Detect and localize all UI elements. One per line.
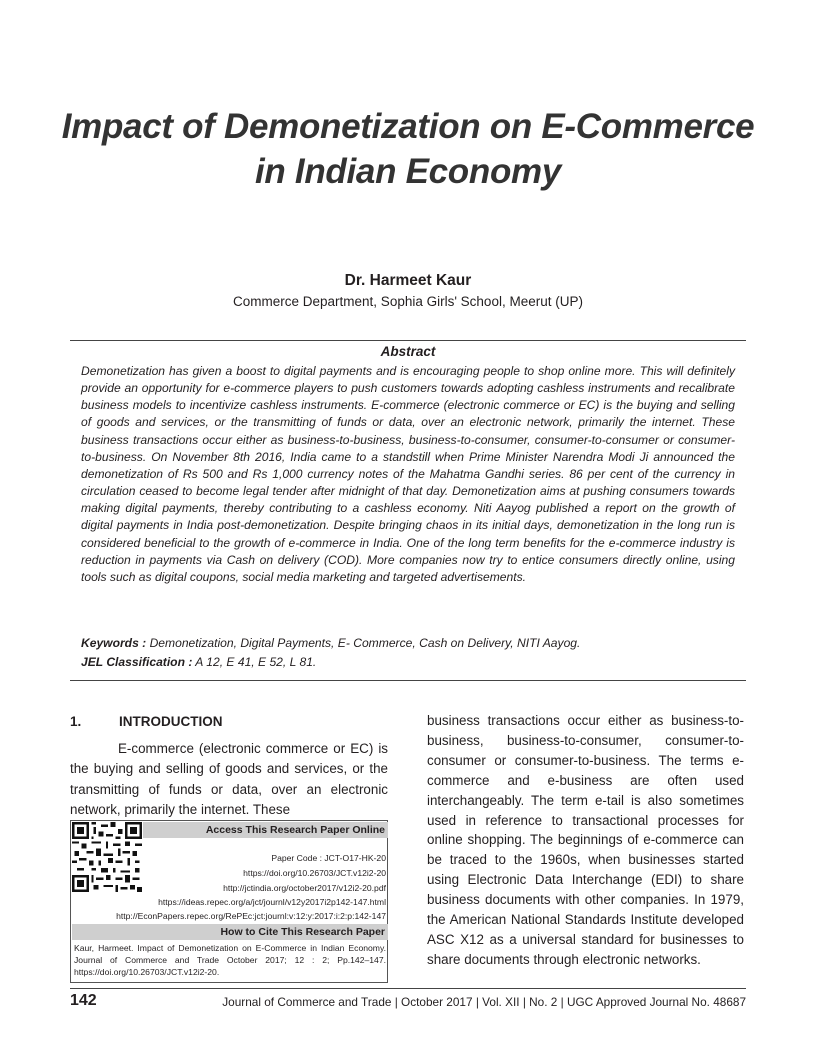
paper-title — [40, 104, 776, 194]
section-title: INTRODUCTION — [119, 714, 223, 729]
jel-text: A 12, E 41, E 52, L 81. — [195, 655, 317, 669]
keywords-text: Demonetization, Digital Payments, E- Commerce, Cash on Delivery, NITI Aayog. — [149, 636, 581, 650]
keywords-line — [81, 636, 735, 650]
citation-text: Kaur, Harmeet. Impact of Demonetization on E-Commerce in Indian Economy. Journal of Commerce and Trade October 2017; 12 : 2; Pp.142–147. https://doi.org/10.26703/JCT.v12i2-20. — [74, 943, 386, 977]
pdf-link[interactable]: http://jctindia.org/october2017/v12i2-20.pdf — [223, 883, 386, 893]
jel-line — [81, 655, 735, 669]
intro-paragraph-left — [70, 739, 388, 820]
section-number: 1. — [70, 714, 82, 729]
jel-label: JEL Classification : — [81, 655, 193, 669]
intro-left-text: E-commerce (electronic commerce or EC) is the buying and selling of goods and services, or the transmitting of funds or data, over an electronic network, primarily the internet. These — [70, 741, 388, 817]
author-affiliation: Commerce Department, Sophia Girls' School, Meerut (UP) — [233, 294, 583, 309]
doi-link[interactable]: https://doi.org/10.26703/JCT.v12i2-20 — [243, 868, 386, 878]
paper-code: Paper Code : JCT-O17-HK-20 — [271, 853, 386, 863]
journal-footer: Journal of Commerce and Trade | October 2017 | Vol. XII | No. 2 | UGC Approved Journal No. 48687 — [222, 995, 746, 1009]
abstract-heading: Abstract — [380, 344, 436, 359]
access-online-heading: Access This Research Paper Online — [143, 822, 388, 838]
how-to-cite-heading: How to Cite This Research Paper — [72, 924, 388, 940]
abstract-bottom-rule — [70, 680, 746, 681]
abstract-text: Demonetization has given a boost to digital payments and is encouraging people to shop online more. This will definitely provide an opportunity for e-commerce players to push customers towards adopting cashless instruments and recalibrate business models to incentivize cashless instruments. E-commerce (electronic commerce or EC) is the buying and selling of goods and services, or the transmitting of funds or data, over an electronic network, primarily the internet. These business transactions occur either as business-to-business, business-to-consumer, consumer-to-consumer or consumer-to-business. On November 8th 2016, India came to a standstill when Prime Minister Narendra Modi Ji announced the demonetization of Rs 500 and Rs 1,000 currency notes of the Mahatma Gandhi series. 86 per cent of the currency in circulation ceased to become legal tender after midnight of that day. Demonetization aims at pushing consumers towards making digital payments, thereby contributing to a cashless economy. Niti Aayog published a report on the growth of digital payments in India post-demonetization. Despite bringing chaos in its initial days, demonetization in the long run is considered beneficial to the growth of e-commerce in India. One of the long term benefits for the e-commerce industry is reduction in payments via Cash on delivery (COD). More companies now try to entice consumers directly online, using tools such as digital coupons, social media marketing and targeted advertisements. — [81, 364, 735, 584]
author-name: Dr. Harmeet Kaur — [344, 272, 472, 289]
repec-link[interactable]: https://ideas.repec.org/a/jct/journl/v12y2017i2p142-147.html — [158, 897, 386, 907]
footer-rule — [70, 988, 746, 989]
title-line-1: Impact of Demonetization on E-Commerce — [61, 107, 755, 146]
keywords-label: Keywords : — [81, 636, 147, 650]
abstract-top-rule — [70, 340, 746, 341]
page-number: 142 — [70, 992, 97, 1009]
intro-paragraph-right: business transactions occur either as business-to-business, business-to-consumer, consumer-to-consumer or consumer-to-business. The terms e-commerce and e-business are often used interchangeably. The term e-tail is also sometimes used in reference to transactional processes for online shopping. The beginnings of e-commerce can be traced to the 1960s, when businesses started using Electronic Data Interchange (EDI) to share business documents with other companies. In 1979, the American National Standards Institute developed ASC X12 as a universal standard for businesses to share documents through electronic networks. — [427, 713, 744, 967]
econpapers-link[interactable]: http://EconPapers.repec.org/RePEc:jct:journl:v:12:y:2017:i:2:p:142-147 — [116, 911, 386, 921]
title-line-2: in Indian Economy — [254, 152, 562, 191]
